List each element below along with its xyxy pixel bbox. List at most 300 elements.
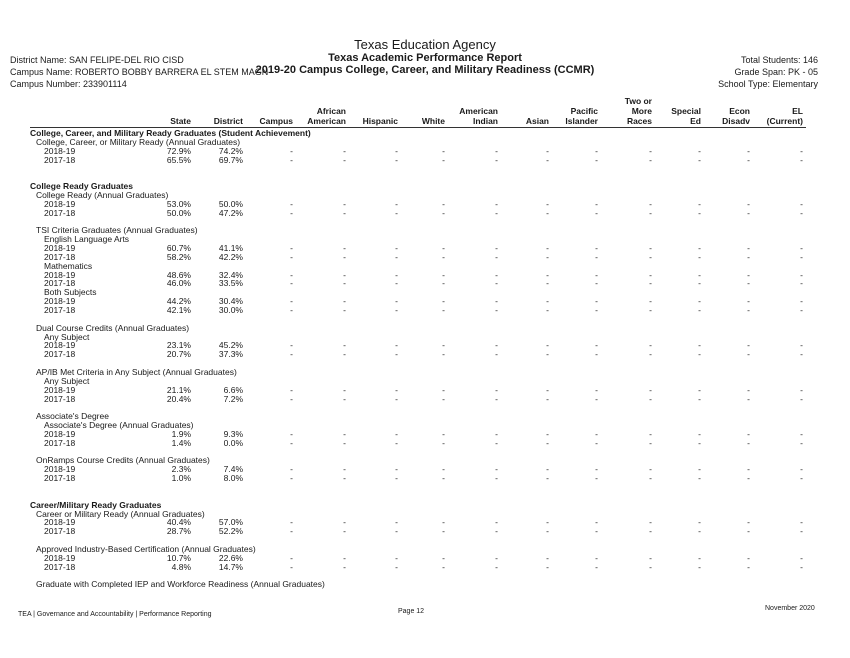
cell-white: - [442,393,445,404]
cell-district: 45.2% [218,340,243,351]
row-year: 2018-19 [44,145,76,156]
cell-asian: - [546,517,549,528]
page-number: Page 12 [398,608,425,615]
cell-american-indian: - [495,393,498,404]
cell-state: 44.2% [166,296,191,307]
cell-state: 46.0% [166,278,191,289]
cell-special-ed: - [698,269,701,280]
cell-campus: - [290,243,293,254]
cell-american-indian: - [495,552,498,563]
cell-american-indian: - [495,526,498,537]
cell-hispanic: - [395,473,398,484]
cell-white: - [442,269,445,280]
campus-info [10,54,268,90]
cell-special-ed: - [698,243,701,254]
row-year: 2018-19 [44,340,76,351]
cell-american-indian: - [495,561,498,572]
column-header-line: American [307,116,346,126]
cell-white: - [442,517,445,528]
cell-pacific-islander: - [595,349,598,360]
cell-district: 50.0% [218,198,243,209]
grade-span: Grade Span: PK - 05 [734,67,818,77]
cell-hispanic: - [395,517,398,528]
cell-hispanic: - [395,561,398,572]
cell-hispanic: - [395,428,398,439]
cell-two-or-more: - [649,552,652,563]
cell-campus: - [290,517,293,528]
cell-state: 2.3% [171,464,191,475]
column-header-line: Races [626,116,652,126]
cell-hispanic: - [395,349,398,360]
footer-date: November 2020 [765,605,815,612]
cell-hispanic: - [395,251,398,262]
cell-asian: - [546,384,549,395]
row-label: TSI Criteria Graduates (Annual Graduates) [36,225,198,236]
cell-el: - [800,296,803,307]
column-header-line: Campus [259,116,293,126]
cell-state: 4.8% [171,561,191,572]
cell-econ-disadv: - [747,340,750,351]
cell-campus: - [290,526,293,537]
cell-district: 42.2% [218,251,243,262]
cell-asian: - [546,428,549,439]
cell-el: - [800,428,803,439]
row-label: Any Subject [44,331,90,342]
row-year: 2017-18 [44,526,76,537]
row-year: 2018-19 [44,243,76,254]
cell-two-or-more: - [649,517,652,528]
cell-white: - [442,296,445,307]
cell-pacific-islander: - [595,437,598,448]
cell-el: - [800,340,803,351]
row-year: 2018-19 [44,296,76,307]
row-year: 2017-18 [44,561,76,572]
cell-asian: - [546,145,549,156]
column-header-line: Islander [565,116,598,126]
row-year: 2017-18 [44,437,76,448]
cell-asian: - [546,340,549,351]
cell-white: - [442,464,445,475]
cell-hispanic: - [395,198,398,209]
cell-district: 7.2% [223,393,243,404]
cell-el: - [800,473,803,484]
cell-el: - [800,437,803,448]
cell-el: - [800,145,803,156]
cell-white: - [442,243,445,254]
row-label: Career or Military Ready (Annual Graduates) [36,508,205,519]
cell-two-or-more: - [649,296,652,307]
column-header-line: Econ [729,106,750,116]
cell-asian: - [546,269,549,280]
cell-econ-disadv: - [747,207,750,218]
cell-hispanic: - [395,526,398,537]
cell-campus: - [290,269,293,280]
cell-special-ed: - [698,552,701,563]
column-header-line: Disadv [722,116,750,126]
row-year: 2017-18 [44,473,76,484]
cell-hispanic: - [395,278,398,289]
cell-el: - [800,198,803,209]
column-header-line: District [213,116,243,126]
cell-special-ed: - [698,340,701,351]
cell-african-american: - [343,269,346,280]
cell-hispanic: - [395,384,398,395]
column-header-line: State [170,116,191,126]
cell-american-indian: - [495,296,498,307]
cell-el: - [800,393,803,404]
cell-district: 8.0% [223,473,243,484]
cell-campus: - [290,473,293,484]
cell-special-ed: - [698,428,701,439]
total-students: Total Students: 146 [740,55,818,65]
row-label: OnRamps Course Credits (Annual Graduates) [36,455,210,466]
cell-white: - [442,552,445,563]
row-label: Any Subject [44,375,90,386]
row-year: 2018-19 [44,552,76,563]
cell-african-american: - [343,552,346,563]
section-heading: Career/Military Ready Graduates [30,499,162,510]
cell-african-american: - [343,561,346,572]
cell-pacific-islander: - [595,305,598,315]
cell-district: 52.2% [218,526,243,537]
cell-econ-disadv: - [747,154,750,165]
cell-white: - [442,198,445,209]
cell-asian: - [546,251,549,262]
cell-district: 0.0% [223,437,243,448]
cell-asian: - [546,198,549,209]
cell-asian: - [546,278,549,289]
cell-econ-disadv: - [747,552,750,563]
cell-el: - [800,526,803,537]
cell-asian: - [546,154,549,165]
cell-campus: - [290,278,293,289]
section-heading: College Ready Graduates [30,181,133,192]
cell-econ-disadv: - [747,296,750,307]
cell-asian: - [546,437,549,448]
cell-econ-disadv: - [747,269,750,280]
cell-special-ed: - [698,561,701,572]
cell-district: 22.6% [218,552,243,563]
cell-pacific-islander: - [595,269,598,280]
cell-asian: - [546,393,549,404]
cell-hispanic: - [395,296,398,307]
row-label: College, Career, or Military Ready (Annual Graduates) [36,136,241,147]
cell-el: - [800,517,803,528]
cell-two-or-more: - [649,278,652,289]
cell-african-american: - [343,243,346,254]
cell-two-or-more: - [649,349,652,360]
cell-american-indian: - [495,207,498,218]
cell-asian: - [546,464,549,475]
cell-asian: - [546,473,549,484]
cell-econ-disadv: - [747,198,750,209]
cell-white: - [442,207,445,218]
cell-american-indian: - [495,243,498,254]
cell-american-indian: - [495,154,498,165]
row-label: Associate's Degree (Annual Graduates) [44,420,194,431]
cell-white: - [442,384,445,395]
cell-campus: - [290,349,293,360]
cell-campus: - [290,437,293,448]
column-header-el [733,106,803,126]
cell-el: - [800,278,803,289]
cell-econ-disadv: - [747,473,750,484]
row-year: 2018-19 [44,198,76,209]
cell-american-indian: - [495,340,498,351]
cell-white: - [442,251,445,262]
cell-two-or-more: - [649,243,652,254]
cell-white: - [442,526,445,537]
cell-state: 1.9% [171,428,191,439]
cell-campus: - [290,145,293,156]
cell-pacific-islander: - [595,340,598,351]
cell-state: 48.6% [166,269,191,280]
cell-special-ed: - [698,251,701,262]
cell-hispanic: - [395,393,398,404]
cell-american-indian: - [495,198,498,209]
cell-econ-disadv: - [747,464,750,475]
cell-el: - [800,349,803,360]
footer-left: TEA | Governance and Accountability | Performance Reporting [18,611,212,618]
cell-asian: - [546,552,549,563]
row-label: College Ready (Annual Graduates) [36,189,169,200]
cell-state: 50.0% [166,207,191,218]
cell-american-indian: - [495,349,498,360]
cell-american-indian: - [495,269,498,280]
cell-state: 58.2% [166,251,191,262]
cell-african-american: - [343,278,346,289]
cell-two-or-more: - [649,251,652,262]
cell-special-ed: - [698,349,701,360]
column-header-line: White [421,116,445,126]
cell-district: 74.2% [218,145,243,156]
cell-pacific-islander: - [595,145,598,156]
cell-special-ed: - [698,437,701,448]
cell-state: 40.4% [166,517,191,528]
cell-campus: - [290,198,293,209]
column-header-line: EL [792,106,803,116]
cell-pacific-islander: - [595,278,598,289]
cell-campus: - [290,305,293,315]
row-label: Graduate with Completed IEP and Workforce Readiness (Annual Graduates) [36,579,325,590]
row-label: Mathematics [44,260,93,271]
cell-hispanic: - [395,464,398,475]
cell-two-or-more: - [649,340,652,351]
row-year: 2017-18 [44,251,76,262]
cell-econ-disadv: - [747,305,750,315]
cell-asian: - [546,243,549,254]
cell-special-ed: - [698,473,701,484]
cell-state: 60.7% [166,243,191,254]
cell-state: 1.0% [171,473,191,484]
cell-district: 9.3% [223,428,243,439]
cell-econ-disadv: - [747,517,750,528]
cell-district: 37.3% [218,349,243,360]
cell-district: 69.7% [218,154,243,165]
row-label: Associate's Degree [36,411,109,422]
campus-number: Campus Number: 233901114 [10,79,127,89]
cell-white: - [442,305,445,315]
cell-state: 65.5% [166,154,191,165]
cell-white: - [442,437,445,448]
cell-state: 53.0% [166,198,191,209]
row-year: 2018-19 [44,384,76,395]
cell-african-american: - [343,384,346,395]
cell-econ-disadv: - [747,393,750,404]
column-header-line: Hispanic [362,116,398,126]
cell-econ-disadv: - [747,561,750,572]
cell-two-or-more: - [649,384,652,395]
cell-two-or-more: - [649,198,652,209]
cell-pacific-islander: - [595,517,598,528]
cell-african-american: - [343,517,346,528]
cell-two-or-more: - [649,473,652,484]
cell-african-american: - [343,251,346,262]
column-header-line: More [631,106,652,116]
row-year: 2017-18 [44,278,76,289]
cell-american-indian: - [495,145,498,156]
cell-special-ed: - [698,207,701,218]
report-title: Texas Academic Performance Report [328,52,522,64]
district-name: District Name: SAN FELIPE-DEL RIO CISD [10,55,184,65]
campus-stats [718,54,818,90]
cell-state: 42.1% [166,305,191,315]
cell-hispanic: - [395,552,398,563]
cell-district: 47.2% [218,207,243,218]
cell-hispanic: - [395,437,398,448]
cell-econ-disadv: - [747,428,750,439]
cell-state: 20.4% [166,393,191,404]
cell-pacific-islander: - [595,154,598,165]
cell-hispanic: - [395,145,398,156]
cell-african-american: - [343,296,346,307]
cell-asian: - [546,296,549,307]
cell-district: 32.4% [218,269,243,280]
row-year: 2017-18 [44,154,76,165]
cell-econ-disadv: - [747,384,750,395]
row-year: 2017-18 [44,207,76,218]
row-label: Approved Industry-Based Certification (Annual Graduates) [36,543,256,554]
cell-asian: - [546,349,549,360]
cell-african-american: - [343,340,346,351]
cell-special-ed: - [698,296,701,307]
cell-white: - [442,278,445,289]
column-header-line: Indian [472,116,498,126]
cell-econ-disadv: - [747,145,750,156]
cell-american-indian: - [495,251,498,262]
cell-pacific-islander: - [595,384,598,395]
report-subtitle: 2019-20 Campus College, Career, and Military Readiness (CCMR) [255,64,595,76]
cell-special-ed: - [698,154,701,165]
cell-hispanic: - [395,154,398,165]
row-year: 2017-18 [44,349,76,360]
cell-pacific-islander: - [595,464,598,475]
cell-el: - [800,269,803,280]
cell-two-or-more: - [649,526,652,537]
cell-asian: - [546,305,549,315]
row-label: English Language Arts [44,234,130,245]
cell-white: - [442,473,445,484]
cell-el: - [800,305,803,315]
cell-african-american: - [343,393,346,404]
cell-pacific-islander: - [595,207,598,218]
cell-district: 6.6% [223,384,243,395]
row-year: 2017-18 [44,393,76,404]
cell-district: 30.4% [218,296,243,307]
cell-american-indian: - [495,464,498,475]
cell-hispanic: - [395,207,398,218]
cell-el: - [800,384,803,395]
cell-el: - [800,552,803,563]
cell-campus: - [290,384,293,395]
cell-asian: - [546,526,549,537]
cell-pacific-islander: - [595,296,598,307]
column-header-line: African [316,106,346,116]
cell-district: 14.7% [218,561,243,572]
cell-american-indian: - [495,384,498,395]
cell-state: 20.7% [166,349,191,360]
cell-two-or-more: - [649,269,652,280]
section-heading: College, Career, and Military Ready Graduates (Student Achievement) [30,128,311,138]
cell-state: 28.7% [166,526,191,537]
cell-pacific-islander: - [595,552,598,563]
cell-pacific-islander: - [595,428,598,439]
cell-special-ed: - [698,526,701,537]
cell-el: - [800,251,803,262]
row-label: Dual Course Credits (Annual Graduates) [36,322,190,333]
cell-campus: - [290,251,293,262]
cell-campus: - [290,154,293,165]
cell-district: 30.0% [218,305,243,315]
cell-special-ed: - [698,198,701,209]
cell-el: - [800,464,803,475]
column-header-line: Asian [525,116,549,126]
cell-district: 41.1% [218,243,243,254]
cell-white: - [442,349,445,360]
cell-hispanic: - [395,243,398,254]
cell-pacific-islander: - [595,561,598,572]
column-header-line: Pacific [570,106,598,116]
cell-african-american: - [343,145,346,156]
cell-el: - [800,561,803,572]
cell-white: - [442,145,445,156]
cell-special-ed: - [698,393,701,404]
cell-american-indian: - [495,473,498,484]
cell-econ-disadv: - [747,243,750,254]
cell-asian: - [546,561,549,572]
cell-district: 7.4% [223,464,243,475]
cell-econ-disadv: - [747,437,750,448]
cell-african-american: - [343,207,346,218]
cell-white: - [442,340,445,351]
row-label: AP/IB Met Criteria in Any Subject (Annual Graduates) [36,366,237,377]
cell-campus: - [290,552,293,563]
column-header-line: American [459,106,498,116]
cell-el: - [800,243,803,254]
cell-state: 1.4% [171,437,191,448]
cell-two-or-more: - [649,437,652,448]
cell-two-or-more: - [649,145,652,156]
column-header-line: Special [671,106,701,116]
cell-district: 33.5% [218,278,243,289]
cell-two-or-more: - [649,464,652,475]
cell-african-american: - [343,349,346,360]
cell-american-indian: - [495,517,498,528]
row-year: 2018-19 [44,464,76,475]
cell-campus: - [290,340,293,351]
cell-econ-disadv: - [747,349,750,360]
campus-name: Campus Name: ROBERTO BOBBY BARRERA EL STEM MAGN [10,67,269,77]
